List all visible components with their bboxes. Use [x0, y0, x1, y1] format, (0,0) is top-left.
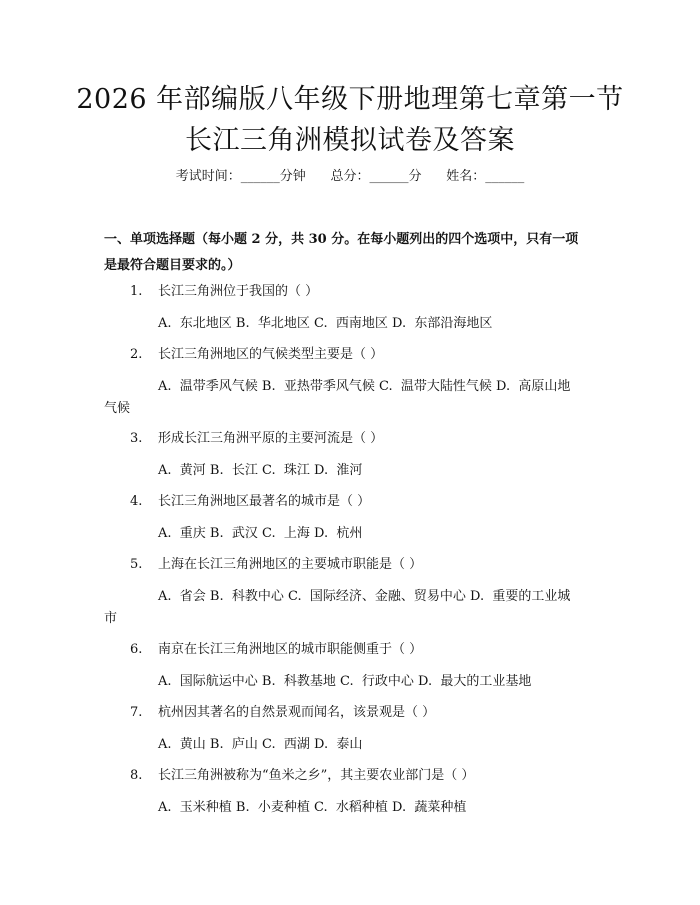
question-number: 7.	[130, 705, 143, 720]
question-2-options: A. 温带季风气候 B. 亚热带季风气候 C. 温带大陆性气候 D. 高原山地	[158, 379, 571, 394]
question-text: 形成长江三角洲平原的主要河流是（ ）	[158, 431, 384, 446]
question-7-options: A. 黄山 B. 庐山 C. 西湖 D. 泰山	[158, 737, 363, 752]
section-heading-line-2: 是最符合题目要求的。）	[104, 258, 241, 273]
document-title-line-1: 2026 年部编版八年级下册地理第七章第一节	[76, 84, 624, 115]
question-text: 杭州因其著名的自然景观而闻名，该景观是（ ）	[158, 705, 436, 720]
question-text: 南京在长江三角洲地区的城市职能侧重于（ ）	[158, 642, 423, 657]
question-number: 8.	[130, 768, 143, 783]
question-8-options: A. 玉米种植 B. 小麦种植 C. 水稻种植 D. 蔬菜种植	[158, 800, 467, 815]
question-7	[130, 703, 435, 723]
question-text: 长江三角洲被称为“鱼米之乡”，其主要农业部门是（ ）	[158, 768, 475, 783]
question-4-options: A. 重庆 B. 武汉 C. 上海 D. 杭州	[158, 526, 363, 541]
question-6	[130, 640, 422, 660]
question-number: 1.	[130, 284, 143, 299]
question-1-options: A. 东北地区 B. 华北地区 C. 西南地区 D. 东部沿海地区	[158, 316, 493, 331]
question-text: 长江三角洲地区最著名的城市是（ ）	[158, 494, 371, 509]
question-number: 6.	[130, 642, 143, 657]
document-title-line-2: 长江三角洲模拟试卷及答案	[185, 125, 515, 156]
question-number: 5.	[130, 557, 143, 572]
question-8	[130, 766, 474, 786]
question-2	[130, 345, 383, 365]
question-text: 长江三角洲位于我国的（ ）	[158, 284, 319, 299]
question-4	[130, 492, 370, 512]
exam-info-line: 考试时间：______分钟 总分：______分 姓名：______	[175, 169, 525, 184]
question-number: 3.	[130, 431, 143, 446]
question-text: 长江三角洲地区的气候类型主要是（ ）	[158, 347, 384, 362]
question-5-options: A. 省会 B. 科教中心 C. 国际经济、金融、贸易中心 D. 重要的工业城	[158, 589, 571, 604]
question-number: 2.	[130, 347, 143, 362]
question-3-options: A. 黄河 B. 长江 C. 珠江 D. 淮河	[158, 463, 363, 478]
question-2-options-continued: 气候	[104, 401, 131, 416]
question-6-options: A. 国际航运中心 B. 科教基地 C. 行政中心 D. 最大的工业基地	[158, 674, 532, 689]
question-3	[130, 429, 383, 449]
question-5	[130, 555, 422, 575]
question-5-options-continued: 市	[104, 611, 118, 626]
section-heading-line-1: 一、单项选择题（每小题 2 分，共 30 分。在每小题列出的四个选项中，只有一项	[104, 232, 579, 247]
question-number: 4.	[130, 494, 143, 509]
question-1	[130, 282, 318, 302]
question-text: 上海在长江三角洲地区的主要城市职能是（ ）	[158, 557, 423, 572]
